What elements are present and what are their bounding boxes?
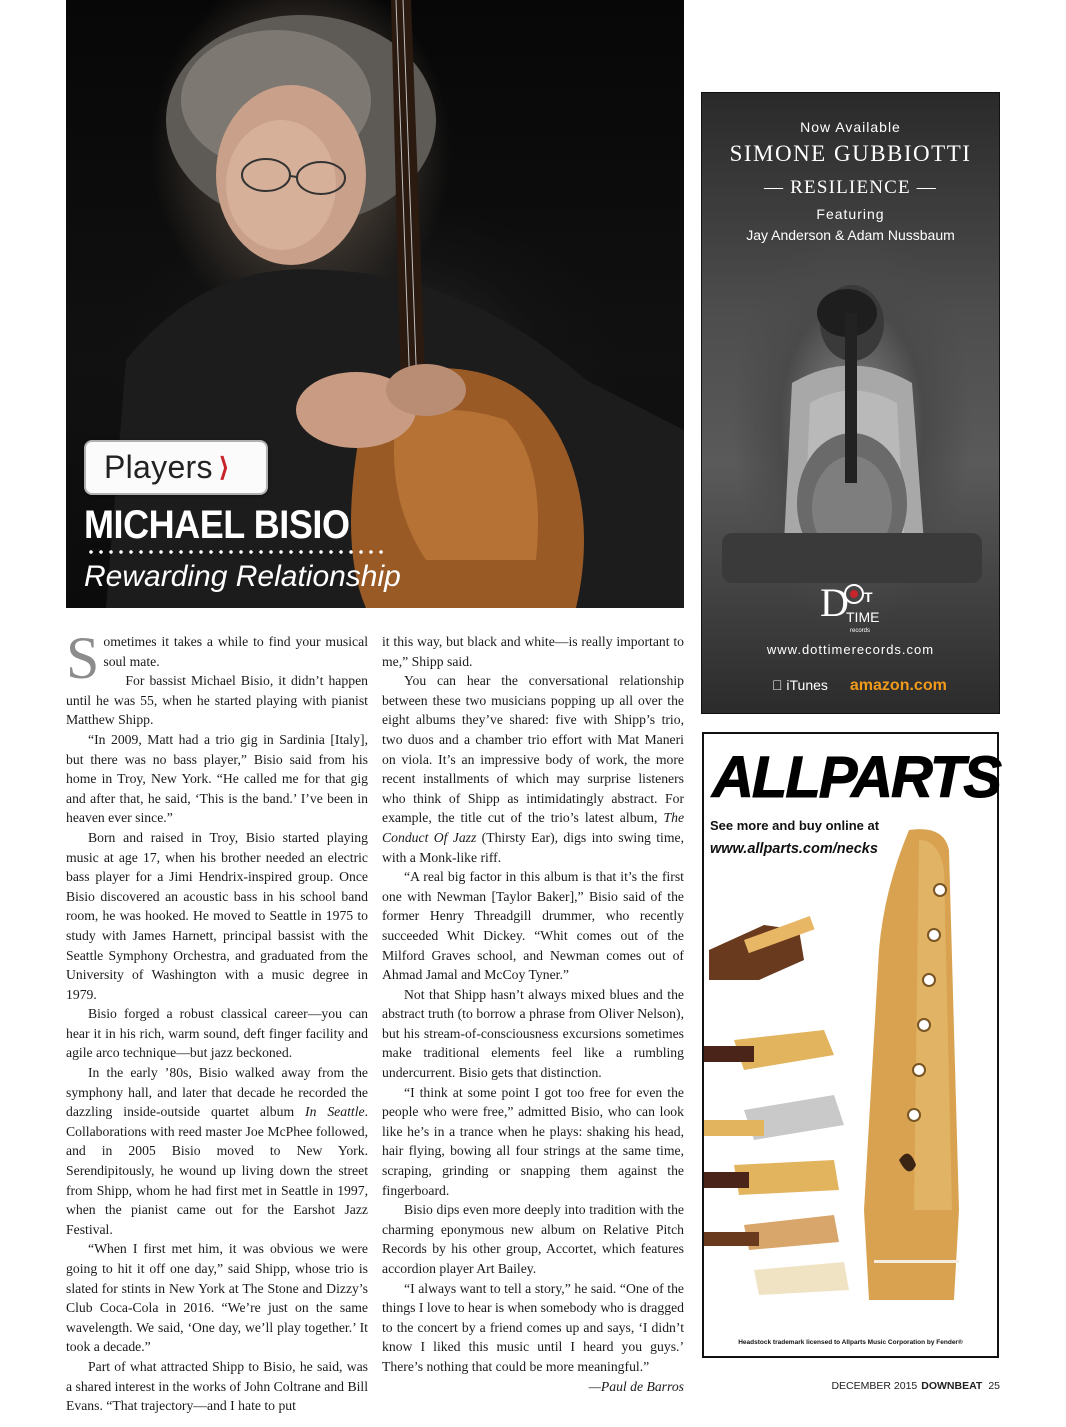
page-folio	[831, 1380, 1000, 1392]
paragraph: Born and raised in Troy, Bisio started playing music at age 17, when his brother needed an electric bass player for a Jimi Hendrix-inspired group. Once Bisio discovered an acoustic bass in his school band room, he was hooked. He moved to Seattle in 1975 to study with James Harnett, principal bassist with the Seattle Symphony Orchestra, and graduated from the University of Washington with a music degree in 1979.	[66, 829, 368, 1002]
paragraph: Sometimes it takes a while to find your musical soul mate.	[66, 625, 368, 691]
ad-guests: Jay Anderson & Adam Nussbaum	[746, 227, 955, 243]
itunes-badge[interactable]: iTunes	[772, 677, 814, 693]
article-column-2	[382, 632, 684, 1396]
issue-date: DECEMBER 2015	[831, 1380, 918, 1392]
paragraph: Bisio forged a robust classical career—you can hear it in his rich, warm sound, deft finger facility and agile arco technique—but jazz beckoned.	[66, 1006, 368, 1061]
headstock-3	[704, 1095, 844, 1140]
page-number: 25	[988, 1380, 1000, 1392]
guitarist-photo-illustration	[702, 253, 1001, 583]
paragraph: In the early ’80s, Bisio walked away from the symphony hall, and later that decade he recorded the dazzling inside-outside quartet album In Seattle. Collaborations with reed master Joe McPhee followed, and in 2005 Bisio moved to New York. Serendipitously, he wound up living down the street from Shipp, whom he had first met in Seattle in 1997, when the pianist came out for the Earshot Jazz Festival.	[66, 1065, 369, 1237]
byline: —Paul de Barros	[588, 1378, 684, 1394]
headstock-4	[704, 1160, 839, 1195]
paragraph: Part of what attracted Shipp to Bisio, he said, was a shared interest in the works of John Coltrane and Bill Evans. “That trajectory—and I hate to put	[66, 1358, 368, 1414]
ad-url-link[interactable]: www.dottimerecords.com	[766, 642, 935, 657]
ad-now-available: Now Available	[800, 119, 901, 135]
allparts-logo: ALLPARTS	[712, 745, 1000, 810]
amazon-badge[interactable]: amazon.com	[835, 677, 933, 694]
album-title: The Conduct Of Jazz	[382, 810, 685, 845]
ad-artist-name: SIMONE GUBBIOTTI	[729, 141, 972, 166]
dottime-logo-icon	[820, 578, 880, 636]
hero-photo	[66, 0, 684, 608]
svg-text:T: T	[864, 589, 873, 605]
ad-fine-print: Headstock trademark licensed to Allparts Music Corporation by Fender®	[738, 1339, 963, 1346]
article-column-1	[66, 625, 369, 1416]
headstock-6	[754, 1262, 849, 1295]
allparts-advertisement[interactable]	[702, 732, 999, 1358]
magazine-name: DOWNBEAT	[921, 1380, 983, 1392]
headstock-1	[709, 916, 815, 980]
paragraph: it this way, but black and white—is really important to me,” Shipp said.	[382, 634, 684, 669]
chevron-right-icon: ⟩	[218, 452, 229, 482]
svg-text:D: D	[820, 580, 849, 625]
ad-see-more: See more and buy online at	[710, 818, 880, 833]
article-subhead: Rewarding Relationship	[84, 560, 401, 593]
headstock-5	[704, 1215, 839, 1250]
paragraph: Not that Shipp hasn’t always mixed blues and the abstract truth (to borrow a phrase from Oliver Nelson), but his stream-of-consciousness excursions sometimes make traditional elements feel like a rumbling undercurrent. Bisio gets that distinction.	[382, 986, 684, 1081]
guitar-necks-illustration	[704, 830, 1001, 1300]
ad-featuring: Featuring	[816, 206, 885, 222]
section-tag-label: Players	[104, 449, 213, 485]
section-tag	[84, 440, 268, 495]
paragraph: “A real big factor in this album is that it’s the first one with Newman [Taylor Baker],” Bisio said of the former Henry Threadgill drummer, who recently succeeded Whit Dickey. “Whit comes out of the Milford Graves school, and Newman comes out of Ahmad Jamal and McCoy Tyner.”	[382, 869, 684, 983]
headstock-2	[704, 1030, 834, 1070]
paragraph: You can hear the conversational relationship between these two musicians popping up all over the eight albums they’ve shared: five with Shipp’s trio, two duos and a chamber trio effort with Mat Maneri on viola. It’s an impressive body of work, the more recent installments of which may surprise listeners who think of Shipp as intimidatingly abstract. For example, the title cut of the trio’s latest album, The Conduct Of Jazz (Thirsty Ear), digs into swing time, with a Monk-like riff.	[382, 673, 685, 865]
dottime-advertisement[interactable]	[701, 92, 1000, 714]
svg-text:records: records	[850, 628, 871, 634]
apple-icon	[772, 677, 783, 693]
album-title: In Seattle	[305, 1104, 365, 1120]
paragraph: For bassist Michael Bisio, it didn’t happen until he was 55, when he started playing with pianist Matthew Shipp.	[66, 673, 368, 728]
ad-url-link[interactable]: www.allparts.com/necks	[710, 841, 878, 857]
drop-cap: S	[66, 625, 100, 691]
paragraph: “I think at some point I got too free for even the people who were free,” admitted Bisio, who can look like he’s in a trance when he plays: shaking his head, hair flying, bowing all four strings at the same time, scraping, grinding or snapping them against the fingerboard.	[382, 1084, 684, 1198]
article-headline: MICHAEL BISIO	[84, 503, 350, 547]
svg-text:TIME: TIME	[846, 609, 880, 625]
dottime-logo	[820, 578, 880, 636]
paragraph: “When I first met him, it was obvious we were going to hit it off one day,” said Shipp, whose trio is slated for stints in New York at The Stone and Dizzy’s Club Coca-Cola in 2016. “We’re just on the same wavelength. We said, ‘One day, we’ll play together.’ It took a decade.”	[66, 1241, 368, 1355]
ad-album-title: — RESILIENCE —	[763, 177, 937, 198]
store-badges	[772, 677, 947, 695]
paragraph: Bisio dips even more deeply into tradition with the charming eponymous new album on Relative Pitch Records by his other group, Accortet, which features accordion player Art Bailey.	[382, 1202, 684, 1276]
paragraph: “I always want to tell a story,” he said. “One of the things I love to hear is when somebody who is dragged to the concert by a friend comes up and says, ‘I didn’t know I liked this music until I heard you guys.’ There’s nothing that could be more meaningful.”	[382, 1280, 684, 1374]
dotted-divider	[86, 549, 386, 555]
paragraph: “In 2009, Matt had a trio gig in Sardinia [Italy], but there was no bass player,” Bisio said from his home in Troy, New York. “He called me for that gig and after that, he said, ‘This is the band.’ I’ve been in heaven ever since.”	[66, 731, 368, 826]
